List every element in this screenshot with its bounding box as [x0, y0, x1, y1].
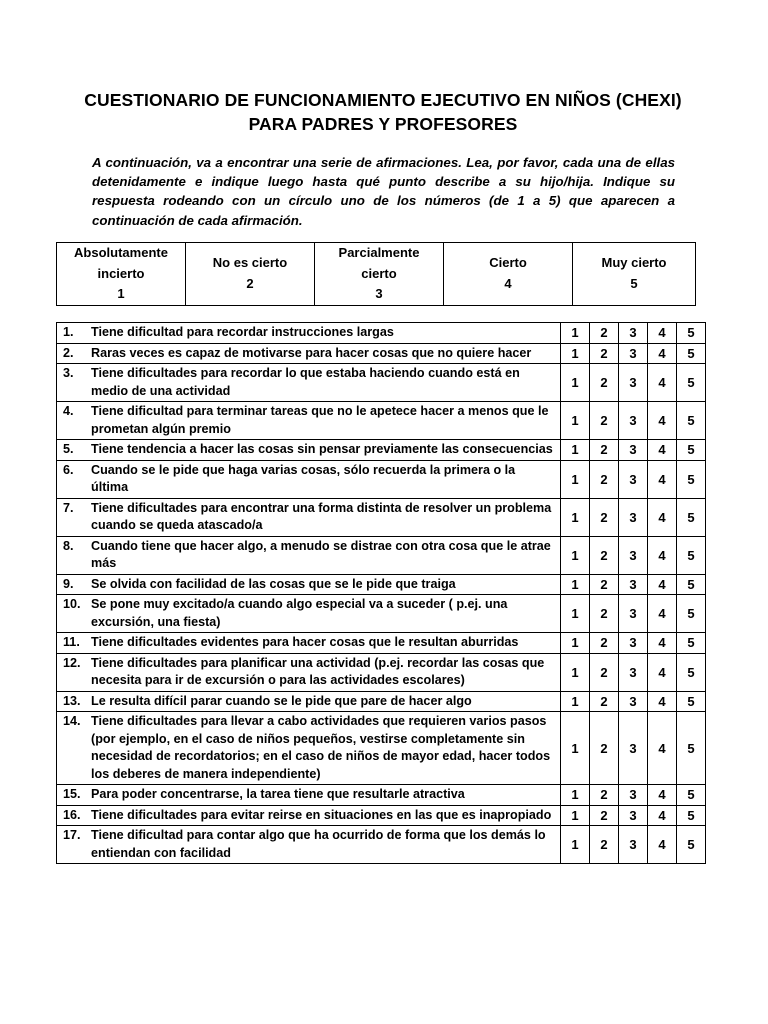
question-text: Tiene dificultades para recordar lo que estaba haciendo cuando está en medio de una actividad: [91, 366, 520, 398]
rating-option-5[interactable]: 5: [677, 712, 706, 785]
title-line-1: CUESTIONARIO DE FUNCIONAMIENTO EJECUTIVO EN NIÑOS (CHEXI): [84, 90, 682, 110]
rating-option-3[interactable]: 3: [619, 498, 648, 536]
question-content: [63, 712, 554, 784]
rating-option-2[interactable]: 2: [590, 343, 619, 364]
rating-option-4[interactable]: 4: [648, 440, 677, 461]
question-content: [63, 806, 554, 826]
question-cell: [57, 498, 561, 536]
question-content: [63, 461, 554, 498]
response-scale-row: [57, 243, 696, 306]
rating-option-2[interactable]: 2: [590, 785, 619, 806]
rating-option-3[interactable]: 3: [619, 440, 648, 461]
question-text: Cuando se le pide que haga varias cosas, sólo recuerda la primera o la última: [91, 462, 516, 494]
question-content: [63, 826, 554, 863]
rating-option-5[interactable]: 5: [677, 536, 706, 574]
question-number: 13.: [63, 693, 81, 708]
rating-option-4[interactable]: 4: [648, 595, 677, 633]
question-number: 1.: [63, 325, 74, 339]
rating-option-2[interactable]: 2: [590, 712, 619, 785]
question-text: Tiene dificultad para terminar tareas que no le apetece hacer a menos que le prometan algún premio: [91, 404, 549, 436]
question-row: [57, 785, 706, 806]
question-number: 7.: [63, 500, 74, 515]
question-cell: [57, 653, 561, 691]
question-row: [57, 574, 706, 595]
rating-option-4[interactable]: 4: [648, 343, 677, 364]
rating-option-4[interactable]: 4: [648, 633, 677, 654]
question-content: [63, 402, 554, 439]
scale-label-line2: incierto: [97, 265, 145, 281]
rating-option-2[interactable]: 2: [590, 364, 619, 402]
scale-value: 1: [117, 286, 125, 301]
rating-option-2[interactable]: 2: [590, 574, 619, 595]
rating-option-3[interactable]: 3: [619, 402, 648, 440]
rating-option-3[interactable]: 3: [619, 712, 648, 785]
question-number: 5.: [63, 442, 74, 456]
rating-option-4[interactable]: 4: [648, 691, 677, 712]
rating-option-4[interactable]: 4: [648, 460, 677, 498]
scale-label-line1: Muy cierto: [601, 255, 667, 271]
question-row: [57, 633, 706, 654]
question-text: Le resulta difícil parar cuando se le pide que pare de hacer algo: [91, 693, 472, 708]
question-cell: [57, 712, 561, 785]
question-content: [63, 575, 554, 595]
scale-label-line1: No es cierto: [212, 255, 288, 271]
rating-option-4[interactable]: 4: [648, 498, 677, 536]
question-number: 11.: [63, 635, 80, 649]
rating-option-1[interactable]: 1: [561, 826, 590, 864]
scale-label-line1: Absolutamente: [74, 245, 168, 260]
rating-option-5[interactable]: 5: [677, 440, 706, 461]
question-text: Para poder concentrarse, la tarea tiene que resultarle atractiva: [91, 787, 465, 801]
question-number: 3.: [63, 366, 74, 380]
question-row: [57, 460, 706, 498]
rating-option-1[interactable]: 1: [561, 323, 590, 344]
rating-option-2[interactable]: 2: [590, 440, 619, 461]
question-row: [57, 712, 706, 785]
question-content: [63, 633, 554, 653]
rating-option-2[interactable]: 2: [590, 691, 619, 712]
rating-option-5[interactable]: 5: [677, 364, 706, 402]
rating-option-3[interactable]: 3: [619, 574, 648, 595]
scale-value: 3: [375, 286, 383, 301]
rating-option-5[interactable]: 5: [677, 498, 706, 536]
rating-option-3[interactable]: 3: [619, 805, 648, 826]
rating-option-1[interactable]: 1: [561, 440, 590, 461]
scale-label-line1: Parcialmente: [338, 245, 420, 260]
question-content: [63, 440, 554, 460]
rating-option-1[interactable]: 1: [561, 633, 590, 654]
rating-option-1[interactable]: 1: [561, 712, 590, 785]
question-text: Tiene dificultades evidentes para hacer cosas que le resultan aburridas: [91, 635, 519, 649]
rating-option-5[interactable]: 5: [677, 691, 706, 712]
rating-option-5[interactable]: 5: [677, 826, 706, 864]
rating-option-5[interactable]: 5: [677, 343, 706, 364]
question-content: [63, 654, 554, 691]
rating-option-1[interactable]: 1: [561, 805, 590, 826]
rating-option-3[interactable]: 3: [619, 595, 648, 633]
rating-option-2[interactable]: 2: [590, 402, 619, 440]
question-cell: [57, 633, 561, 654]
question-cell: [57, 536, 561, 574]
rating-option-3[interactable]: 3: [619, 653, 648, 691]
rating-option-2[interactable]: 2: [590, 498, 619, 536]
question-cell: [57, 323, 561, 344]
question-number: 9.: [63, 576, 74, 591]
question-text: Raras veces es capaz de motivarse para hacer cosas que no quiere hacer: [91, 345, 532, 360]
rating-option-2[interactable]: 2: [590, 805, 619, 826]
question-content: [63, 499, 554, 536]
rating-option-1[interactable]: 1: [561, 536, 590, 574]
rating-option-1[interactable]: 1: [561, 785, 590, 806]
question-content: [63, 692, 554, 712]
question-text: Tiene dificultades para evitar reirse en situaciones en las que es inapropiado: [91, 807, 552, 822]
scale-cell-5: [573, 243, 696, 306]
question-cell: [57, 826, 561, 864]
question-number: 6.: [63, 462, 74, 477]
rating-option-4[interactable]: 4: [648, 712, 677, 785]
rating-option-4[interactable]: 4: [648, 805, 677, 826]
rating-option-3[interactable]: 3: [619, 785, 648, 806]
rating-option-1[interactable]: 1: [561, 343, 590, 364]
scale-cell-3: [315, 243, 444, 306]
question-content: [63, 364, 554, 401]
scale-value: 4: [504, 275, 512, 291]
question-row: [57, 323, 706, 344]
rating-option-3[interactable]: 3: [619, 323, 648, 344]
question-content: [63, 595, 554, 632]
rating-option-5[interactable]: 5: [677, 323, 706, 344]
question-number: 2.: [63, 345, 74, 360]
scale-cell-2: [186, 243, 315, 306]
rating-option-4[interactable]: 4: [648, 323, 677, 344]
rating-option-2[interactable]: 2: [590, 460, 619, 498]
question-cell: [57, 785, 561, 806]
question-row: [57, 691, 706, 712]
question-row: [57, 364, 706, 402]
rating-option-1[interactable]: 1: [561, 653, 590, 691]
question-row: [57, 805, 706, 826]
rating-option-5[interactable]: 5: [677, 402, 706, 440]
question-row: [57, 402, 706, 440]
rating-option-5[interactable]: 5: [677, 574, 706, 595]
question-number: 14.: [63, 714, 81, 728]
question-row: [57, 498, 706, 536]
scale-label-line1: Cierto: [489, 255, 527, 271]
scale-label-line2: cierto: [361, 265, 397, 281]
question-row: [57, 826, 706, 864]
question-text: Tiene dificultades para llevar a cabo actividades que requieren varios pasos (por ejemplo, en el caso de niños pequeños, vestirse completamente sin necesidad de recordatorios; en el caso de niños de mayor edad, hacer todos los deberes de manera independiente): [91, 714, 551, 781]
rating-option-3[interactable]: 3: [619, 460, 648, 498]
rating-option-5[interactable]: 5: [677, 633, 706, 654]
rating-option-3[interactable]: 3: [619, 826, 648, 864]
question-cell: [57, 691, 561, 712]
rating-option-1[interactable]: 1: [561, 498, 590, 536]
rating-option-5[interactable]: 5: [677, 595, 706, 633]
question-text: Cuando tiene que hacer algo, a menudo se distrae con otra cosa que le atrae más: [91, 538, 551, 570]
question-row: [57, 595, 706, 633]
title-line-2: PARA PADRES Y PROFESORES: [248, 114, 518, 134]
question-text: Tiene dificultades para encontrar una forma distinta de resolver un problema cuando se queda atascado/a: [91, 500, 552, 532]
question-cell: [57, 364, 561, 402]
question-text: Tiene tendencia a hacer las cosas sin pensar previamente las consecuencias: [91, 442, 553, 456]
rating-option-2[interactable]: 2: [590, 653, 619, 691]
rating-option-2[interactable]: 2: [590, 633, 619, 654]
rating-option-1[interactable]: 1: [561, 691, 590, 712]
rating-option-4[interactable]: 4: [648, 364, 677, 402]
rating-option-1[interactable]: 1: [561, 595, 590, 633]
question-number: 4.: [63, 404, 74, 418]
question-cell: [57, 460, 561, 498]
question-number: 16.: [63, 807, 81, 822]
rating-option-3[interactable]: 3: [619, 343, 648, 364]
question-content: [63, 785, 554, 805]
question-content: [63, 344, 554, 364]
question-row: [57, 440, 706, 461]
rating-option-4[interactable]: 4: [648, 785, 677, 806]
rating-option-4[interactable]: 4: [648, 536, 677, 574]
page-title: [60, 88, 706, 136]
rating-option-5[interactable]: 5: [677, 653, 706, 691]
question-text: Tiene dificultad para contar algo que ha ocurrido de forma que los demás lo entiendan con facilidad: [91, 828, 546, 860]
scale-cell-4: [444, 243, 573, 306]
question-row: [57, 343, 706, 364]
question-text: Se olvida con facilidad de las cosas que se le pide que traiga: [91, 576, 456, 591]
rating-option-4[interactable]: 4: [648, 826, 677, 864]
question-cell: [57, 440, 561, 461]
rating-option-4[interactable]: 4: [648, 402, 677, 440]
rating-option-2[interactable]: 2: [590, 536, 619, 574]
rating-option-5[interactable]: 5: [677, 785, 706, 806]
question-text: Tiene dificultad para recordar instrucciones largas: [91, 325, 394, 339]
question-cell: [57, 805, 561, 826]
question-cell: [57, 574, 561, 595]
question-cell: [57, 595, 561, 633]
questionnaire-items-table: [56, 322, 706, 864]
question-row: [57, 536, 706, 574]
rating-option-5[interactable]: 5: [677, 805, 706, 826]
question-cell: [57, 402, 561, 440]
question-content: [63, 323, 554, 343]
rating-option-1[interactable]: 1: [561, 574, 590, 595]
scale-value: 5: [630, 275, 638, 291]
rating-option-4[interactable]: 4: [648, 574, 677, 595]
rating-option-2[interactable]: 2: [590, 323, 619, 344]
question-number: 17.: [63, 828, 81, 842]
question-text: Tiene dificultades para planificar una actividad (p.ej. recordar las cosas que necesita para ir de excursión o para las actividades escolares): [91, 655, 545, 687]
scale-cell-1: [57, 243, 186, 306]
question-text: Se pone muy excitado/a cuando algo especial va a suceder ( p.ej. una excursión, una fiesta): [91, 597, 508, 629]
rating-option-1[interactable]: 1: [561, 364, 590, 402]
scale-value: 2: [246, 275, 254, 291]
rating-option-3[interactable]: 3: [619, 691, 648, 712]
question-cell: [57, 343, 561, 364]
rating-option-2[interactable]: 2: [590, 826, 619, 864]
question-row: [57, 653, 706, 691]
rating-option-3[interactable]: 3: [619, 364, 648, 402]
instructions-paragraph: A continuación, va a encontrar una serie de afirmaciones. Lea, por favor, cada una de ellas detenidamente e indique luego hasta qué punto describe a su hijo/hija. Indique su respuesta rodeando con un círculo uno de los números (de 1 a 5) que aparecen a continuación de cada afirmación.: [92, 155, 675, 228]
question-content: [63, 537, 554, 574]
rating-option-1[interactable]: 1: [561, 460, 590, 498]
rating-option-2[interactable]: 2: [590, 595, 619, 633]
question-number: 15.: [63, 787, 81, 801]
question-number: 8.: [63, 538, 74, 553]
rating-option-3[interactable]: 3: [619, 536, 648, 574]
question-number: 12.: [63, 655, 81, 670]
response-scale-table: [56, 242, 696, 306]
question-number: 10.: [63, 597, 81, 611]
rating-option-5[interactable]: 5: [677, 460, 706, 498]
rating-option-4[interactable]: 4: [648, 653, 677, 691]
rating-option-1[interactable]: 1: [561, 402, 590, 440]
rating-option-3[interactable]: 3: [619, 633, 648, 654]
